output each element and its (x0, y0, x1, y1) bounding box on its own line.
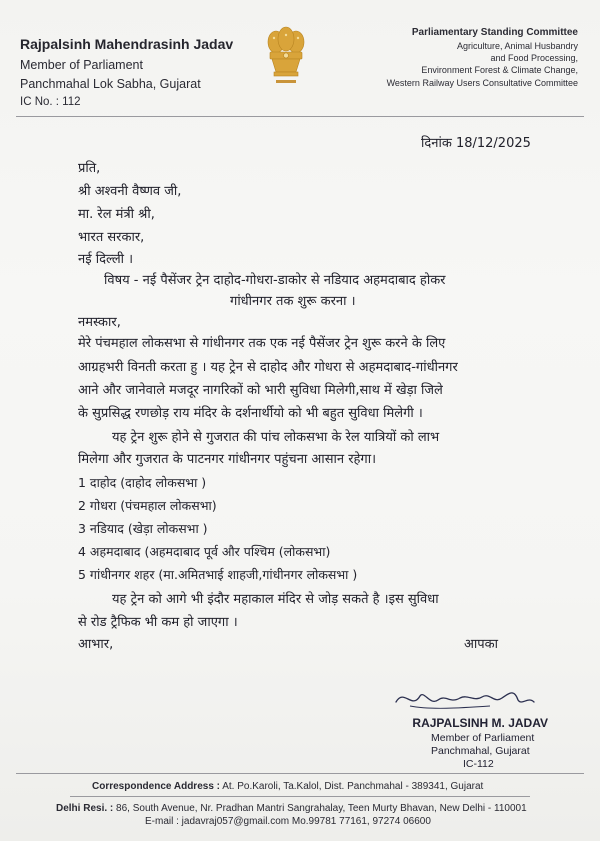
body-line: मिलेगा और गुजरात के पाटनगर गांधीनगर पहुंचना आसान रहेगा। (78, 452, 377, 467)
committee-line: and Food Processing, (490, 53, 578, 63)
yours: आपका (464, 637, 499, 652)
salutation: नमस्कार, (78, 315, 121, 330)
national-emblem-icon (262, 22, 310, 90)
list-item: 4 अहमदाबाद (अहमदाबाद पूर्व और पश्चिम (लोकसभा) (78, 544, 331, 559)
body-line: यह ट्रेन शुरू होने से गुजरात की पांच लोकसभा के रेल यात्रियों को लाभ (112, 430, 440, 445)
header-divider (16, 116, 584, 117)
address-line: भारत सरकार, (78, 230, 145, 245)
contact-line: E-mail : jadavraj057@gmail.com Mo.99781 77161, 97274 06600 (145, 816, 431, 827)
mp-name: Rajpalsinh Mahendrasinh Jadav (20, 36, 234, 52)
letter-date: दिनांक 18/12/2025 (421, 136, 531, 151)
address-line: प्रति, (78, 161, 101, 176)
footer-inner-divider (70, 796, 530, 797)
correspondence-value: At. Po.Karoli, Ta.Kalol, Dist. Panchmahal - 389341, Gujarat (222, 781, 484, 792)
mp-constituency: Panchmahal Lok Sabha, Gujarat (20, 77, 201, 91)
list-item: 1 दाहोद (दाहोद लोकसभा ) (78, 475, 207, 490)
address-line: मा. रेल मंत्री श्री, (78, 207, 155, 222)
body-line: मेरे पंचमहाल लोकसभा से गांधीनगर तक एक नई पैसेंजर ट्रेन शुरू करने के लिए (78, 336, 446, 351)
subject-line: गांधीनगर तक शुरू करना । (230, 294, 356, 309)
signatory-line: Panchmahal, Gujarat (431, 745, 530, 757)
body-line: आने और जानेवाले मजदूर नागरिकों को भारी सुविधा मिलेगी,साथ में खेड़ा जिले (78, 383, 443, 398)
signatory-name: RAJPALSINH M. JADAV (412, 716, 548, 730)
handwritten-signature-icon (390, 682, 540, 716)
correspondence-label: Correspondence Address : (92, 781, 220, 792)
subject-line: विषय - नई पैसेंजर ट्रेन दाहोद-गोधरा-डाकोर से नडियाद अहमदाबाद होकर (104, 273, 446, 288)
delhi-label: Delhi Resi. : (56, 803, 114, 814)
mp-role: Member of Parliament (20, 58, 143, 72)
body-line: से रोड ट्रैफिक भी कम हो जाएगा । (78, 615, 238, 630)
delhi-address (56, 803, 527, 814)
ic-number: IC No. : 112 (20, 96, 81, 108)
delhi-value: 86, South Avenue, Nr. Pradhan Mantri Sangrahalay, Teen Murty Bhavan, New Delhi - 110001 (116, 803, 527, 814)
body-line: आग्रहभरी विनती करता हु । यह ट्रेन से दाहोद और गोधरा से अहमदाबाद-गांधीनगर (78, 360, 458, 375)
body-line: यह ट्रेन को आगे भी इंदौर महाकाल मंदिर से जोड़ सकते है ।इस सुविधा (112, 592, 439, 607)
list-item: 2 गोधरा (पंचमहाल लोकसभा) (78, 498, 217, 513)
closing: आभार, (78, 637, 114, 652)
signatory-line: Member of Parliament (431, 732, 535, 744)
list-item: 3 नडियाद (खेड़ा लोकसभा ) (78, 521, 208, 536)
footer-divider (16, 773, 584, 774)
address-line: नई दिल्ली । (78, 252, 134, 267)
committee-line: Environment Forest & Climate Change, (421, 65, 578, 75)
body-line: के सुप्रसिद्ध रणछोड़ राय मंदिर के दर्शनार्थीयो को भी बहुत सुविधा मिलेगी । (78, 406, 423, 421)
correspondence-address (92, 781, 483, 792)
address-line: श्री अश्वनी वैष्णव जी, (78, 184, 182, 199)
committee-line: Agriculture, Animal Husbandry (456, 41, 578, 51)
committee-title: Parliamentary Standing Committee (411, 27, 578, 38)
list-item: 5 गांधीनगर शहर (मा.अमितभाई शाहजी,गांधीनगर लोकसभा ) (78, 567, 358, 582)
committee-line: Western Railway Users Consultative Committee (386, 78, 578, 88)
signatory-line: IC-112 (463, 758, 494, 770)
